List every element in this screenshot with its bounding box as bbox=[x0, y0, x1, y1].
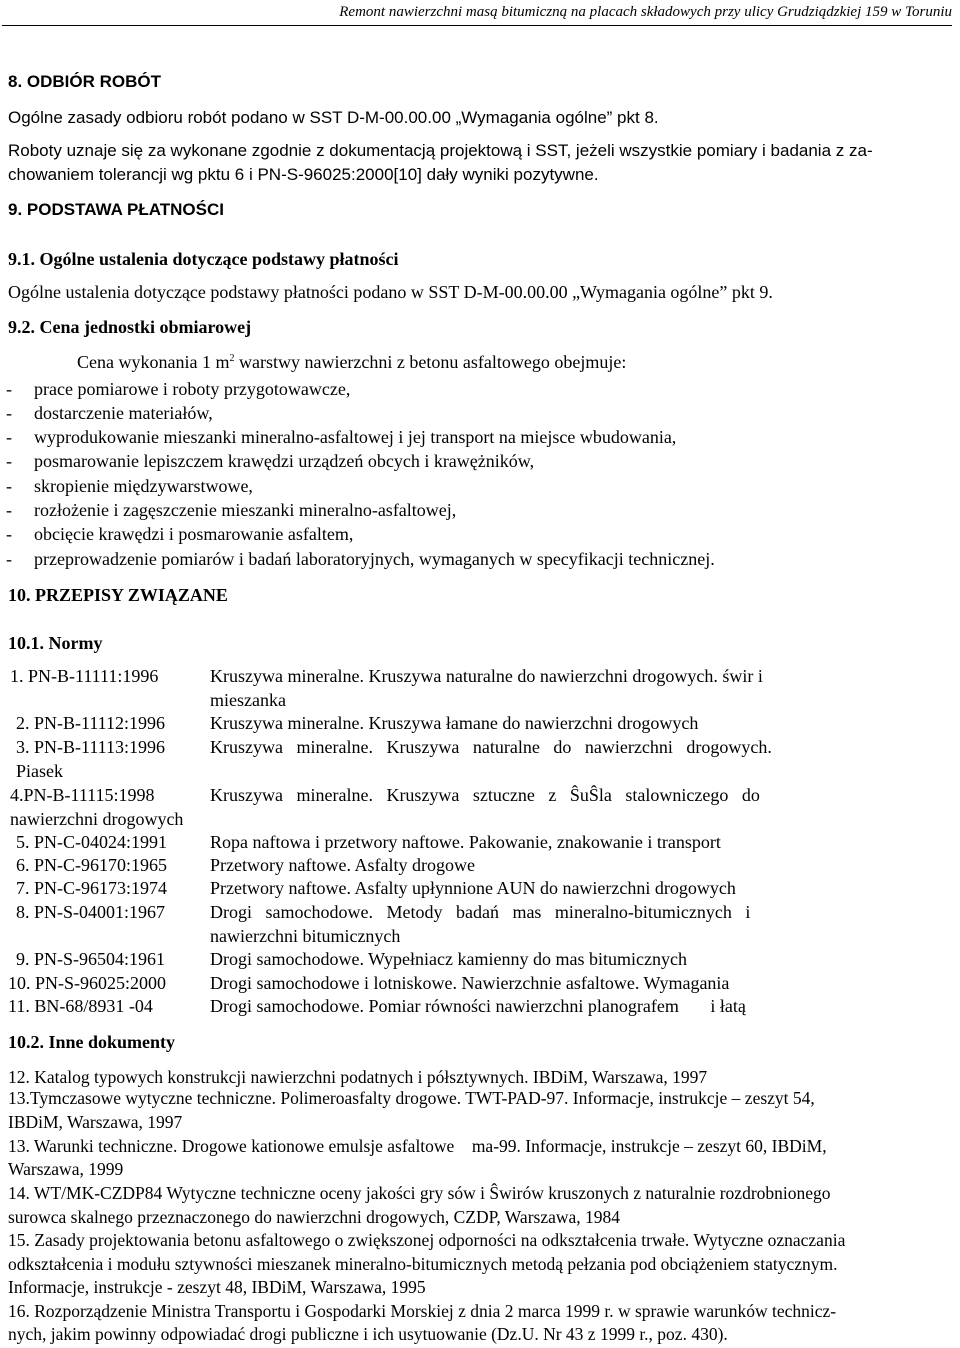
norm-row bbox=[0, 785, 960, 833]
norm-title: Przetwory naftowe. Asfalty upłynnione AUN do nawierzchni drogowych bbox=[210, 878, 736, 898]
list-item-text: obcięcie krawędzi i posmarowanie asfaltem, bbox=[34, 524, 354, 544]
list-item-text: przeprowadzenie pomiarów i badań laboratoryjnych, wymaganych w specyfikacji technicznej. bbox=[34, 549, 715, 569]
norm-row bbox=[0, 996, 960, 1020]
section-10-1-heading: 10.1. Normy bbox=[8, 633, 103, 653]
norm-title: Kruszywa mineralne. Kruszywa naturalne do nawierzchni drogowych. świr i bbox=[210, 666, 763, 686]
document-entry-line: 16. Rozporządzenie Ministra Transportu i Gospodarki Morskiej z dnia 2 marca 1999 r. w sprawie warunków technicz- bbox=[8, 1301, 837, 1321]
norm-number: 9. PN-S-96504:1961 bbox=[16, 949, 166, 969]
list-item-text: wyprodukowanie mieszanki mineralno-asfaltowej i jej transport na miejsce wbudowania, bbox=[34, 427, 677, 447]
list-item: - dostarczenie materiałów, bbox=[6, 403, 213, 423]
section-9-1-text: Ogólne ustalenia dotyczące podstawy płatności podano w SST D-M-00.00.00 „Wymagania ogólne” pkt 9. bbox=[8, 282, 773, 302]
price-component-list bbox=[0, 379, 960, 579]
document-entry-line: 15. Zasady projektowania betonu asfaltowego o zwiększonej odporności na odkształcenia trwałe. Wytyczne oznaczania bbox=[8, 1230, 846, 1250]
list-item-text: skropienie międzywarstwowe, bbox=[34, 476, 253, 496]
list-item: - obcięcie krawędzi i posmarowanie asfaltem, bbox=[6, 524, 354, 544]
document-entry-line: 14. WT/MK-CZDP84 Wytyczne techniczne oceny jakości gry sów i Ŝwirów kruszonych z naturalnie rozdrobnionego bbox=[8, 1183, 831, 1203]
norm-row bbox=[0, 973, 960, 997]
list-item-text: rozłożenie i zagęszczenie mieszanki mineralno-asfaltowej, bbox=[34, 500, 457, 520]
norm-number: 2. PN-B-11112:1996 bbox=[16, 713, 166, 733]
section-9-2-intro bbox=[77, 352, 626, 373]
norm-row bbox=[0, 832, 960, 856]
norm-number: 6. PN-C-96170:1965 bbox=[16, 855, 168, 875]
document-entry-line: 13. Warunki techniczne. Drogowe kationowe emulsje asfaltowe ma-99. Informacje, instrukcje – zeszyt 60, IBDiM, bbox=[8, 1136, 827, 1156]
section-9-2-heading: 9.2. Cena jednostki obmiarowej bbox=[8, 317, 252, 337]
norm-title-continuation: nawierzchni bitumicznych bbox=[210, 926, 401, 946]
section-9-heading: 9. PODSTAWA PŁATNOŚCI bbox=[8, 200, 224, 219]
section-8-paragraph-1: Ogólne zasady odbioru robót podano w SST D-M-00.00.00 „Wymagania ogólne” pkt 8. bbox=[8, 108, 659, 127]
norm-title: Kruszywa mineralne. Kruszywa naturalne do nawierzchni drogowych. bbox=[210, 737, 772, 757]
norm-title-continuation: Piasek bbox=[16, 761, 63, 781]
norm-number: 3. PN-B-11113:1996 bbox=[16, 737, 166, 757]
list-item: - skropienie międzywarstwowe, bbox=[6, 476, 253, 496]
norm-title: Drogi samochodowe. Metody badań mas mineralno-bitumicznych i bbox=[210, 902, 751, 922]
document-entry-line: nych, jakim powinny odpowiadać drogi publiczne i ich usytuowanie (Dz.U. Nr 43 z 1999 r., poz. 430). bbox=[8, 1324, 728, 1344]
section-9-1-heading: 9.1. Ogólne ustalenia dotyczące podstawy płatności bbox=[8, 249, 399, 269]
list-item: - posmarowanie lepiszczem krawędzi urządzeń obcych i krawężników, bbox=[6, 451, 535, 471]
list-item: - prace pomiarowe i roboty przygotowawcze, bbox=[6, 379, 351, 399]
document-entry-line: surowca skalnego przeznaczonego do nawierzchni drogowych, CZDP, Warszawa, 1984 bbox=[8, 1207, 621, 1227]
norm-title: Przetwory naftowe. Asfalty drogowe bbox=[210, 855, 475, 875]
section-10-2-heading: 10.2. Inne dokumenty bbox=[8, 1032, 176, 1052]
list-item: - wyprodukowanie mieszanki mineralno-asfaltowej i jej transport na miejsce wbudowania, bbox=[6, 427, 677, 447]
norm-title-continuation: nawierzchni drogowych bbox=[10, 809, 184, 829]
list-item-text: prace pomiarowe i roboty przygotowawcze, bbox=[34, 379, 351, 399]
document-entry-line: Informacje, instrukcje - zeszyt 48, IBDiM, Warszawa, 1995 bbox=[8, 1277, 426, 1297]
document-entry-line: odkształcenia i modułu sztywności mieszanek mineralno-bitumicznych metodą pełzania pod obciążeniem statycznym. bbox=[8, 1254, 838, 1274]
document-entry-line: 12. Katalog typowych konstrukcji nawierzchni podatnych i półsztywnych. IBDiM, Warszawa, 1997 bbox=[8, 1067, 708, 1087]
intro-superscript: 2 bbox=[229, 353, 235, 364]
document-entry-line: 13.Tymczasowe wytyczne techniczne. Polimeroasfalty drogowe. TWT-PAD-97. Informacje, instrukcje – zeszyt 54, bbox=[8, 1088, 815, 1108]
norm-number: 1. PN-B-11111:1996 bbox=[10, 666, 159, 686]
other-documents-list bbox=[0, 1067, 960, 1347]
list-item: - rozłożenie i zagęszczenie mieszanki mineralno-asfaltowej, bbox=[6, 500, 457, 520]
norm-row bbox=[0, 713, 960, 737]
list-item-text: posmarowanie lepiszczem krawędzi urządzeń obcych i krawężników, bbox=[34, 451, 535, 471]
norm-number: 4.PN-B-11115:1998 bbox=[10, 785, 155, 805]
intro-text-a: Cena wykonania 1 m bbox=[77, 352, 230, 372]
norm-number: 8. PN-S-04001:1967 bbox=[16, 902, 166, 922]
norm-title: Drogi samochodowe i lotniskowe. Nawierzchnie asfaltowe. Wymagania bbox=[210, 973, 730, 993]
list-item: - przeprowadzenie pomiarów i badań laboratoryjnych, wymaganych w specyfikacji technicznej. bbox=[6, 549, 715, 569]
norm-row bbox=[0, 949, 960, 973]
norm-number: 7. PN-C-96173:1974 bbox=[16, 878, 168, 898]
norm-number: 11. BN-68/8931 -04 bbox=[8, 996, 153, 1016]
norm-title: Ropa naftowa i przetwory naftowe. Pakowanie, znakowanie i transport bbox=[210, 832, 721, 852]
norm-row bbox=[0, 878, 960, 902]
norm-row bbox=[0, 902, 960, 950]
norm-title: Kruszywa mineralne. Kruszywa łamane do nawierzchni drogowych bbox=[210, 713, 699, 733]
section-8-paragraph-2-line-2: chowaniem tolerancji wg pktu 6 i PN-S-96025:2000[10] dały wyniki pozytywne. bbox=[8, 165, 599, 184]
norm-title-continuation: mieszanka bbox=[210, 690, 286, 710]
norm-title: Drogi samochodowe. Pomiar równości nawierzchni planografem i łatą bbox=[210, 996, 746, 1016]
document-entry-line: Warszawa, 1999 bbox=[8, 1159, 124, 1179]
section-8-paragraph-2-line-1: Roboty uznaje się za wykonane zgodnie z dokumentacją projektową i SST, jeżeli wszystkie pomiary i badania z za- bbox=[8, 141, 873, 160]
document-entry-line: IBDiM, Warszawa, 1997 bbox=[8, 1112, 183, 1132]
intro-text-b: warstwy nawierzchni z betonu asfaltowego obejmuje: bbox=[234, 352, 627, 372]
norm-number: 10. PN-S-96025:2000 bbox=[8, 973, 167, 993]
norms-list bbox=[0, 666, 960, 1022]
norm-title: Drogi samochodowe. Wypełniacz kamienny do mas bitumicznych bbox=[210, 949, 687, 969]
norm-row bbox=[0, 855, 960, 879]
section-8-heading: 8. ODBIÓR ROBÓT bbox=[8, 72, 162, 91]
norm-number: 5. PN-C-04024:1991 bbox=[16, 832, 168, 852]
norm-title: Kruszywa mineralne. Kruszywa sztuczne z ŜuŜla stalowniczego do bbox=[210, 785, 760, 805]
running-header: Remont nawierzchni masą bitumiczną na placach składowych przy ulicy Grudziądzkiej 159 w Toruniu bbox=[2, 4, 952, 26]
section-10-heading: 10. PRZEPISY ZWIĄZANE bbox=[8, 585, 228, 605]
norm-row bbox=[0, 737, 960, 785]
list-item-text: dostarczenie materiałów, bbox=[34, 403, 213, 423]
norm-row bbox=[0, 666, 960, 712]
